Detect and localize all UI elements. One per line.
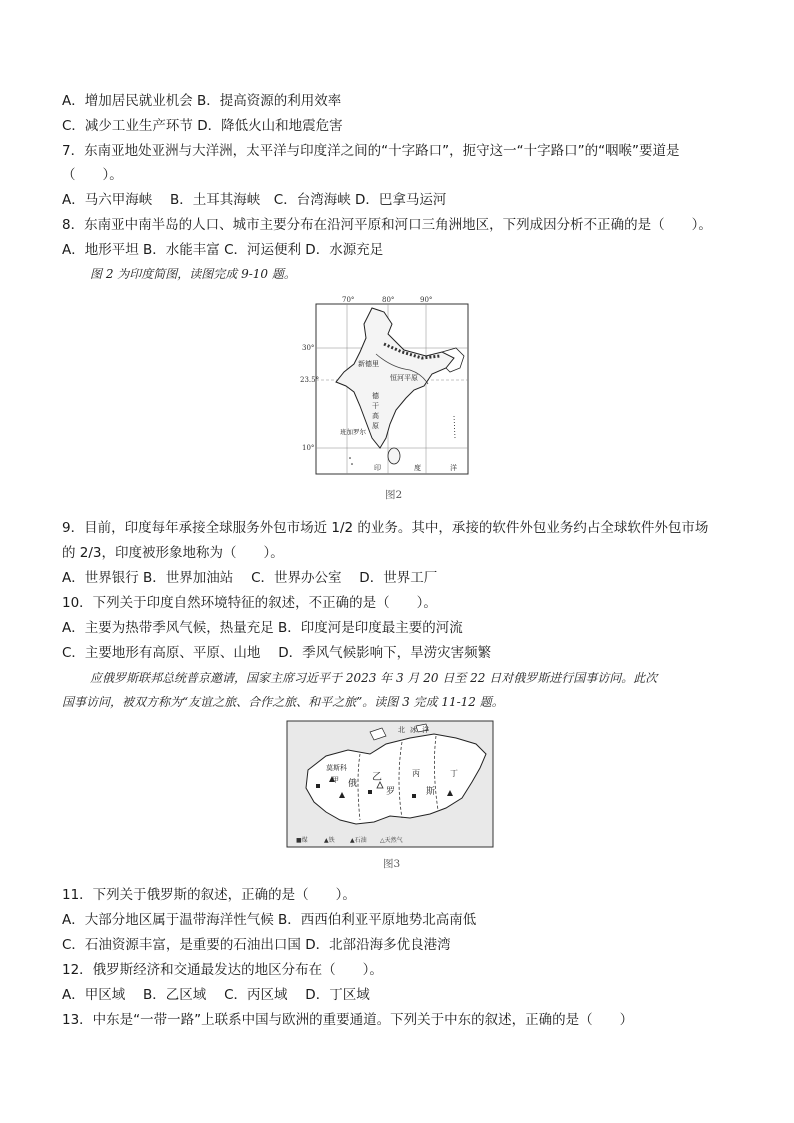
legend-iron: ▲铁 <box>324 837 335 844</box>
q9-options: A．世界银行 B．世界加油站 C．世界办公室 D．世界工厂 <box>62 570 438 586</box>
q10-options-line2: C．主要地形有高原、平原、山地 D．季风气候影响下，旱涝灾害频繁 <box>62 645 492 661</box>
q6-options-line1: A．增加居民就业机会 B．提高资源的利用效率 <box>62 93 342 109</box>
label-moscow: 莫斯科 <box>326 764 347 772</box>
q8-stem: 8．东南亚中南半岛的人口、城市主要分布在沿河平原和河口三角洲地区，下列成因分析不正确的是（ ）。 <box>62 217 712 233</box>
q11-options-line2: C．石油资源丰富，是重要的石油出口国 D．北部沿海多优良港湾 <box>62 937 451 953</box>
q10-stem: 10．下列关于印度自然环境特征的叙述，不正确的是（ ）。 <box>62 595 437 611</box>
label-ocean-1: 印 <box>374 464 381 472</box>
q7-stem-line1: 7．东南亚地处亚洲与大洋洲，太平洋与印度洋之间的“十字路口”，扼守这一“十字路口”的“咽喉”要道是 <box>62 143 680 159</box>
q8-options: A．地形平坦 B．水能丰富 C．河运便利 D．水源充足 <box>62 242 384 258</box>
q6-options-line2: C．减少工业生产环节 D．降低火山和地震危害 <box>62 118 343 134</box>
lon-label-70: 70° <box>342 296 355 304</box>
figure-3-russia-map <box>286 720 494 848</box>
q9-stem-line1: 9．目前，印度每年承接全球服务外包市场近 1/2 的业务。其中，承接的软件外包业务约占全球软件外包市场 <box>62 520 709 536</box>
legend-coal: ■煤 <box>296 837 308 844</box>
label-arctic-2: 冰 <box>410 726 417 734</box>
figure-2-india-map <box>300 296 472 480</box>
q11-options-line1: A．大部分地区属于温带海洋性气候 B．西西伯利亚平原地势北高南低 <box>62 912 477 928</box>
q9-stem-line2: 的 2/3，印度被形象地称为（ ）。 <box>62 545 284 561</box>
label-region-ding: 丁 <box>450 769 458 778</box>
label-deccan-4: 原 <box>372 422 379 430</box>
lat-label-23-5: 23.5° <box>300 376 320 384</box>
label-deccan-2: 干 <box>372 402 379 410</box>
figure-3-caption: 图3 <box>383 858 401 870</box>
q7-options: A．马六甲海峡 B．土耳其海峡 C．台湾海峡 D．巴拿马运河 <box>62 192 447 208</box>
label-region-bing: 丙 <box>412 769 420 778</box>
figure-2-caption: 图2 <box>385 489 403 501</box>
label-russia-1: 俄 <box>348 779 358 789</box>
lat-label-30: 30° <box>302 344 315 352</box>
q10-options-line1: A．主要为热带季风气候，热量充足 B．印度河是印度最主要的河流 <box>62 620 463 636</box>
intro-russia-line2: 国事访问，被双方称为“友谊之旅、合作之旅、和平之旅”。读图 3 完成 11-12 题。 <box>62 695 504 709</box>
q13-stem: 13．中东是“一带一路”上联系中国与欧洲的重要通道。下列关于中东的叙述，正确的是（ ） <box>62 1012 634 1028</box>
label-bangalore: 班加罗尔 <box>340 428 366 436</box>
intro-india: 图 2 为印度简图，读图完成 9-10 题。 <box>90 267 296 281</box>
q12-options: A．甲区域 B．乙区域 C．丙区域 D．丁区域 <box>62 987 370 1003</box>
label-russia-3: 斯 <box>426 787 436 797</box>
label-ocean-3: 洋 <box>450 464 457 472</box>
label-region-yi: 乙 <box>372 772 382 783</box>
label-region-jia: 甲 <box>332 776 339 784</box>
lat-label-10: 10° <box>302 444 315 452</box>
label-ocean-2: 度 <box>414 464 421 472</box>
q11-stem: 11．下列关于俄罗斯的叙述，正确的是（ ）。 <box>62 887 356 903</box>
legend-gas: △天然气 <box>380 837 403 844</box>
legend-oil: ▲石油 <box>350 837 367 844</box>
lon-label-80: 80° <box>382 296 395 304</box>
label-deccan-1: 德 <box>372 392 379 400</box>
label-ganges-plain: 恒河平原 <box>390 374 418 382</box>
label-new-delhi: 新德里 <box>358 360 379 368</box>
intro-russia-line1: 应俄罗斯联邦总统普京邀请，国家主席习近平于 2023 年 3 月 20 日至 22 日对俄罗斯进行国事访问。此次 <box>90 671 658 685</box>
lon-label-90: 90° <box>420 296 433 304</box>
label-arctic-1: 北 <box>398 726 405 734</box>
q7-stem-line2: （ ）。 <box>62 167 123 183</box>
q12-stem: 12．俄罗斯经济和交通最发达的地区分布在（ ）。 <box>62 962 383 978</box>
label-arctic-3: 洋 <box>422 726 429 734</box>
label-russia-2: 罗 <box>386 787 396 797</box>
label-deccan-3: 高 <box>372 412 379 420</box>
